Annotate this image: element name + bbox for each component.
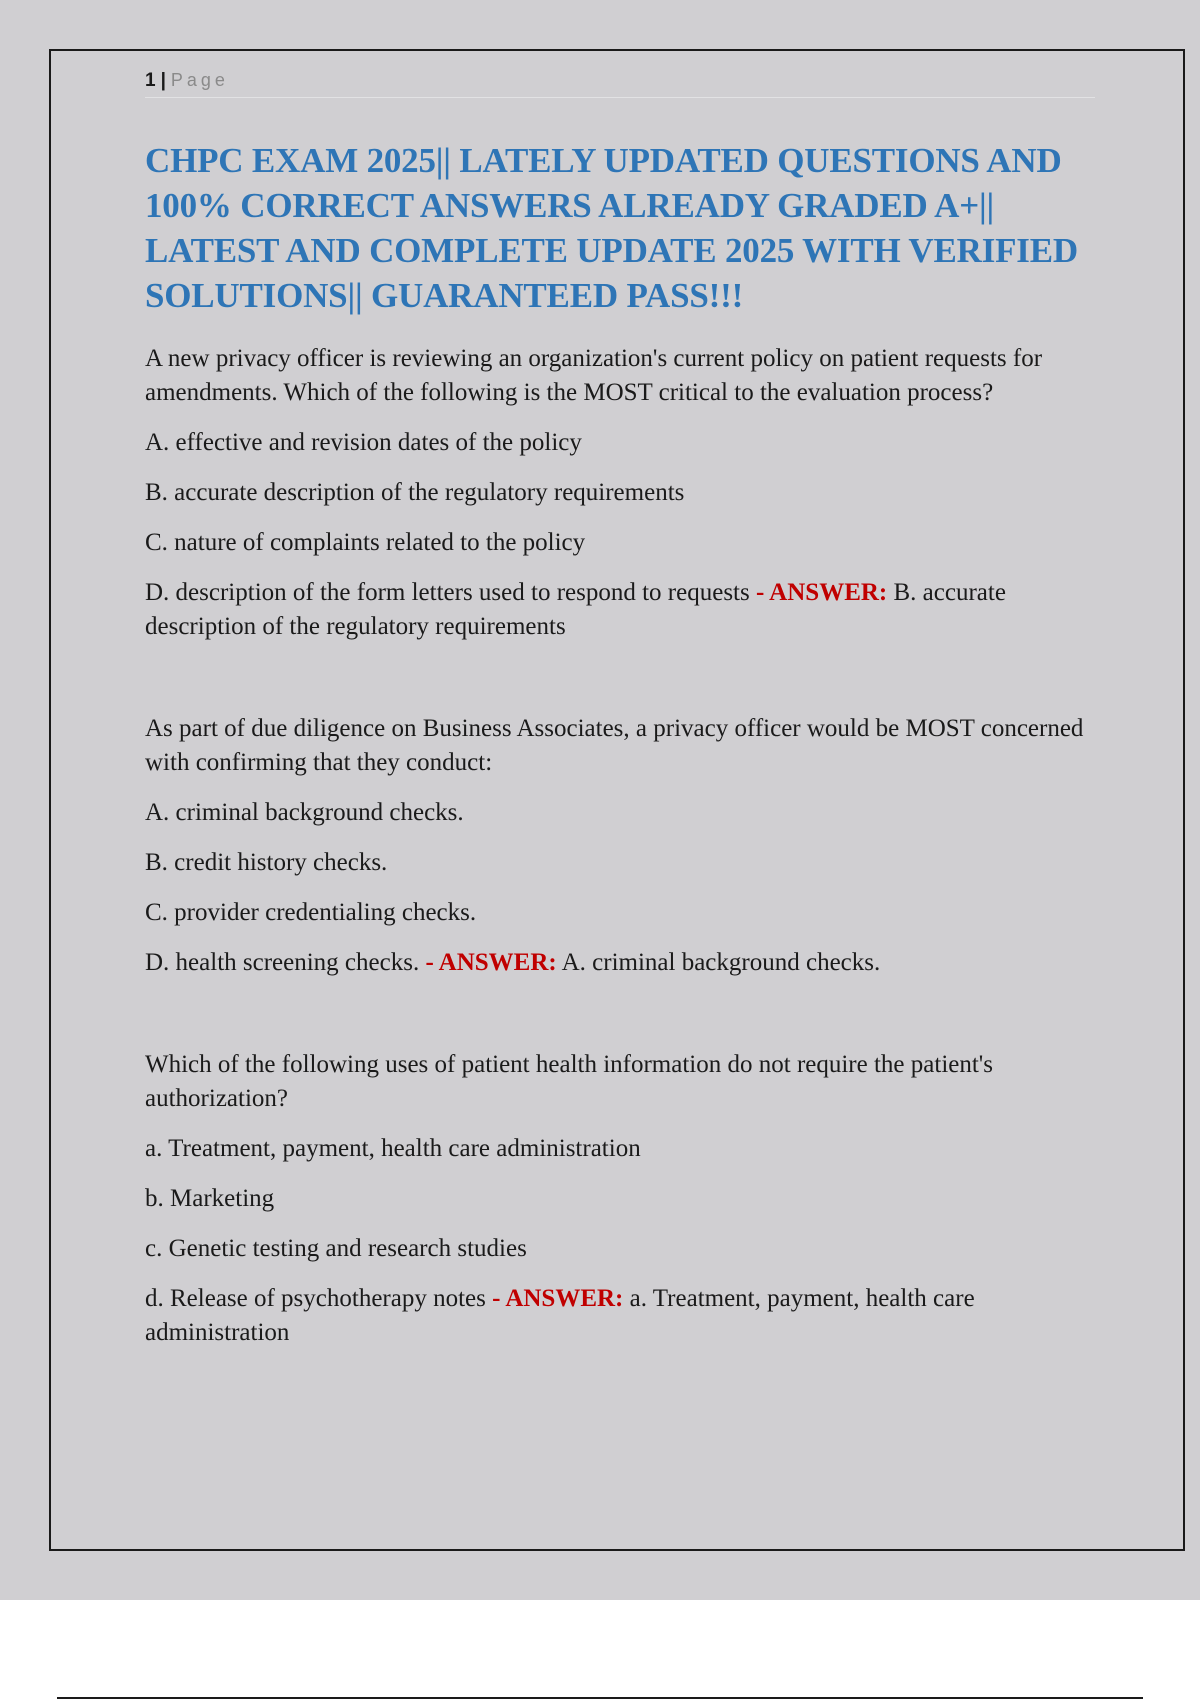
question-block xyxy=(145,712,1095,980)
option-b: b. Marketing xyxy=(145,1185,275,1212)
question-text: A new privacy officer is reviewing an organization's current policy on patient requests for amendments. Which of the following is the MOST critical to the evaluation process? xyxy=(145,345,1043,406)
page-header xyxy=(145,70,1095,98)
question-text: Which of the following uses of patient health information do not require the patient's authorization? xyxy=(145,1051,994,1112)
question-block xyxy=(145,342,1095,644)
option-c: c. Genetic testing and research studies xyxy=(145,1235,527,1262)
option-a: A. effective and revision dates of the policy xyxy=(145,429,582,456)
option-c: C. provider credentialing checks. xyxy=(145,899,477,926)
option-d-with-answer xyxy=(145,1282,1095,1350)
option-d-with-answer xyxy=(145,576,1095,644)
page-separator: | xyxy=(160,70,167,91)
option-a: a. Treatment, payment, health care administration xyxy=(145,1135,641,1162)
option-b: B. accurate description of the regulatory requirements xyxy=(145,479,685,506)
answer-label: - ANSWER: xyxy=(755,579,888,606)
option-c: C. nature of complaints related to the policy xyxy=(145,529,586,556)
answer-label: - ANSWER: xyxy=(425,949,557,976)
answer-text: B. accurate description of the regulatory requirements xyxy=(145,579,1006,640)
option-a: A. criminal background checks. xyxy=(145,799,464,826)
answer-text: a. Treatment, payment, health care administration xyxy=(145,1285,975,1346)
option-d: d. Release of psychotherapy notes xyxy=(145,1285,486,1312)
page-number: 1 xyxy=(145,70,157,91)
answer-text: A. criminal background checks. xyxy=(561,949,881,976)
page-label: Page xyxy=(170,70,229,90)
option-d-with-answer xyxy=(145,946,1095,980)
question-text: As part of due diligence on Business Associates, a privacy officer would be MOST concerned with confirming that they conduct: xyxy=(145,715,1084,776)
page-content xyxy=(145,70,1095,1350)
question-block xyxy=(145,1048,1095,1350)
answer-label: - ANSWER: xyxy=(492,1285,624,1312)
option-b: B. credit history checks. xyxy=(145,849,388,876)
next-page-divider xyxy=(57,1697,1143,1699)
document-title: CHPC EXAM 2025|| LATELY UPDATED QUESTIONS AND 100% CORRECT ANSWERS ALREADY GRADED A+|| LATEST AND COMPLETE UPDATE 2025 WITH VERIFIED SOLUTIONS|| GUARANTEED PASS!!! xyxy=(145,141,1078,315)
option-d: D. description of the form letters used to respond to requests xyxy=(145,579,750,606)
option-d: D. health screening checks. xyxy=(145,949,420,976)
